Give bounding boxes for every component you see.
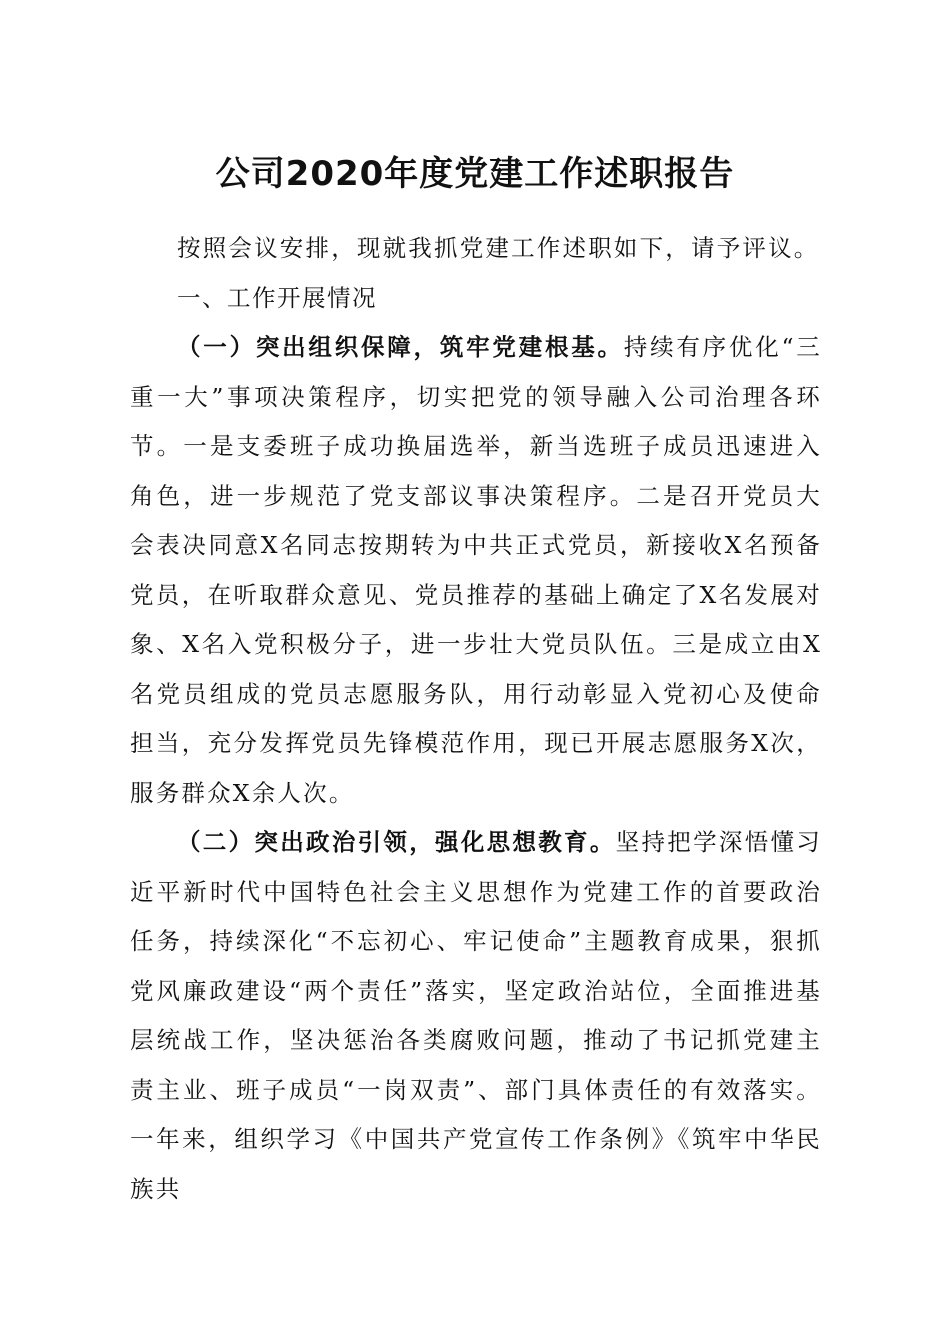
paragraph-2-body: 坚持把学深悟懂习近平新时代中国特色社会主义思想作为党建工作的首要政治任务，持续深化“不忘初心、牢记使命”主题教育成果，狠抓党风廉政建设“两个责任”落实，坚定政治站位，全面推进基层统战工作，坚决惩治各类腐败问题，推动了书记抓党建主责主业、班子成员“一岗双责”、部门具体责任的有效落实。一年来，组织学习《中国共产党宣传工作条例》《筑牢中华民族共 <box>130 828 822 1203</box>
document-body <box>130 224 822 1214</box>
paragraph-1-heading: （一）突出组织保障，筑牢党建根基。 <box>177 333 624 361</box>
intro-paragraph: 按照会议安排，现就我抓党建工作述职如下，请予评议。 <box>177 234 820 262</box>
section-heading-1: 一、工作开展情况 <box>177 283 377 312</box>
paragraph-1 <box>130 323 822 818</box>
document-title: 公司2020年度党建工作述职报告 <box>215 154 735 194</box>
paragraph-2-heading: （二）突出政治引领，强化思想教育。 <box>177 828 616 856</box>
paragraph-2 <box>130 818 822 1214</box>
paragraph-1-body: 持续有序优化“三重一大”事项决策程序，切实把党的领导融入公司治理各环节。一是支委班子成功换届选举，新当选班子成员迅速进入角色，进一步规范了党支部议事决策程序。二是召开党员大会表决同意X名同志按期转为中共正式党员，新接收X名预备党员，在听取群众意见、党员推荐的基础上确定了X名发展对象、X名入党积极分子，进一步壮大党员队伍。三是成立由X名党员组成的党员志愿服务队，用行动彰显入党初心及使命担当，充分发挥党员先锋模范作用，现已开展志愿服务X次，服务群众X余人次。 <box>130 333 822 807</box>
